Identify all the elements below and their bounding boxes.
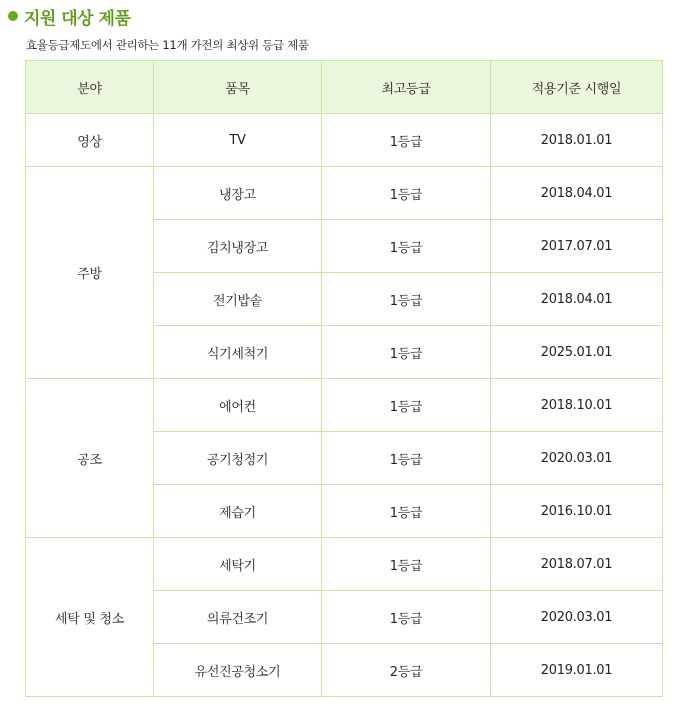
item-cell: 유선진공청소기 — [154, 644, 322, 697]
item-cell: 냉장고 — [154, 167, 322, 220]
date-cell: 2020.03.01 — [491, 432, 663, 485]
item-cell: TV — [154, 114, 322, 167]
header-item: 품목 — [154, 61, 322, 114]
item-cell: 세탁기 — [154, 538, 322, 591]
table-row — [26, 114, 663, 167]
grade-cell: 1등급 — [322, 167, 491, 220]
grade-cell: 1등급 — [322, 273, 491, 326]
item-cell: 김치냉장고 — [154, 220, 322, 273]
grade-cell: 1등급 — [322, 326, 491, 379]
table-row — [26, 379, 663, 432]
grade-cell: 2등급 — [322, 644, 491, 697]
grade-cell: 1등급 — [322, 432, 491, 485]
date-cell: 2017.07.01 — [491, 220, 663, 273]
date-cell: 2020.03.01 — [491, 591, 663, 644]
category-cell: 세탁 및 청소 — [26, 538, 154, 697]
item-cell: 전기밥솥 — [154, 273, 322, 326]
header-grade: 최고등급 — [322, 61, 491, 114]
section-title: 지원 대상 제품 — [24, 8, 131, 29]
grade-cell: 1등급 — [322, 485, 491, 538]
item-cell: 에어컨 — [154, 379, 322, 432]
grade-cell: 1등급 — [322, 538, 491, 591]
header-category: 분야 — [26, 61, 154, 114]
category-cell: 영상 — [26, 114, 154, 167]
supported-products-table — [25, 60, 663, 697]
section-subtitle: 효율등급제도에서 관리하는 11개 가전의 최상위 등급 제품 — [26, 38, 309, 52]
date-cell: 2019.01.01 — [491, 644, 663, 697]
date-cell: 2025.01.01 — [491, 326, 663, 379]
item-cell: 공기청정기 — [154, 432, 322, 485]
date-cell: 2018.04.01 — [491, 167, 663, 220]
date-cell: 2018.04.01 — [491, 273, 663, 326]
item-cell: 제습기 — [154, 485, 322, 538]
grade-cell: 1등급 — [322, 379, 491, 432]
table-row — [26, 538, 663, 591]
date-cell: 2018.01.01 — [491, 114, 663, 167]
table-header-row — [26, 61, 663, 114]
bullet-dot-icon — [8, 11, 18, 21]
table-row — [26, 167, 663, 220]
section-heading — [8, 5, 130, 27]
grade-cell: 1등급 — [322, 591, 491, 644]
grade-cell: 1등급 — [322, 220, 491, 273]
category-cell: 공조 — [26, 379, 154, 538]
date-cell: 2018.10.01 — [491, 379, 663, 432]
date-cell: 2018.07.01 — [491, 538, 663, 591]
grade-cell: 1등급 — [322, 114, 491, 167]
header-effective-date: 적용기준 시행일 — [491, 61, 663, 114]
category-cell: 주방 — [26, 167, 154, 379]
date-cell: 2016.10.01 — [491, 485, 663, 538]
item-cell: 의류건조기 — [154, 591, 322, 644]
item-cell: 식기세척기 — [154, 326, 322, 379]
